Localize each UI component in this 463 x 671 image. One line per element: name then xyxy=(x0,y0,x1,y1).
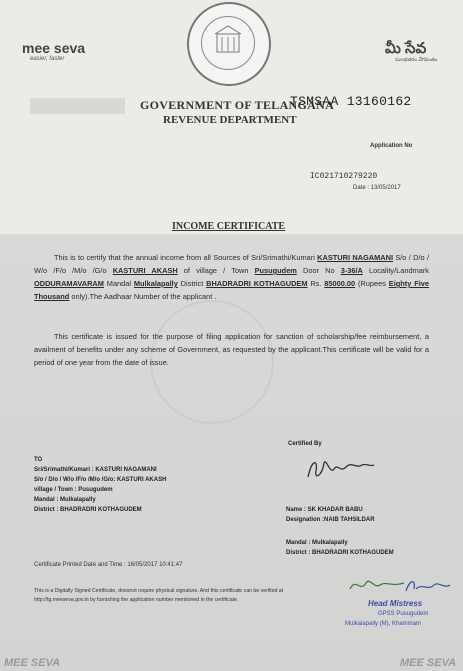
logo-right-text: మీ సేవ xyxy=(385,40,427,57)
issue-date: Date : 13/05/2017 xyxy=(353,185,401,191)
issuer-district: District : BHADRADRI KOTHAGUDEM xyxy=(286,550,394,556)
green-signature xyxy=(348,575,408,595)
blurred-patch xyxy=(30,98,125,114)
recipient-mandal: Mandal : Mulkalapally xyxy=(34,497,96,503)
p1-locality: ODDURAMAVARAM xyxy=(34,279,104,288)
logo-left-text: mee seva xyxy=(22,40,86,56)
p1-text-j: only).The Aadhaar Number of the applicant . xyxy=(69,292,217,301)
p1-name: KASTURI NAGAMANI xyxy=(317,253,393,262)
issuer-designation: Designation :NAIB TAHSILDAR xyxy=(286,517,375,523)
issuer-mandal: Mandal : Mulkalapally xyxy=(286,540,348,546)
recipient-block xyxy=(34,455,194,515)
stamp-school: GPSS Pusugudem xyxy=(378,611,429,617)
certificate-title: INCOME CERTIFICATE xyxy=(172,221,286,232)
p1-text-c: of village / Town xyxy=(177,266,255,275)
seal-building-icon xyxy=(189,4,269,84)
p1-village: Pusugudem xyxy=(254,266,297,275)
recipient-district: District : BHADRADRI KOTHAGUDEM xyxy=(34,507,142,513)
issuer-name-block xyxy=(286,505,375,525)
recipient-relation: S/o / D/o / W/o /F/o /M/o /G/o: KASTURI AKASH xyxy=(34,477,167,483)
serial-number: TSMSAA 13160162 xyxy=(290,94,412,109)
to-label: TO xyxy=(34,457,43,463)
head-mistress-stamp xyxy=(340,575,455,645)
application-no-label: Application No xyxy=(370,143,413,149)
p1-text-h: Rs. xyxy=(307,279,325,288)
application-number: IC021710279220 xyxy=(310,172,378,181)
certificate-paragraph-2: This certificate is issued for the purpose of filing application for sanction of scholarship/fee reimbursement, a availment of benefits under any scheme of Government, as requested by the applicant.This certificate will be valid for a period of one year from the date of issue. xyxy=(34,332,429,367)
issuer-name: Name : SK KHADAR BABU xyxy=(286,507,363,513)
p1-text-i: (Rupees xyxy=(355,279,389,288)
p1-amount: 85000.00 xyxy=(324,279,356,288)
p1-door: 3-36/A xyxy=(340,266,363,275)
mee-seva-logo xyxy=(22,40,92,65)
certificate-paragraph-1 xyxy=(34,251,429,303)
p1-district: BHADRADRI KOTHAGUDEM xyxy=(206,279,308,288)
p1-mandal: Mulkalapally xyxy=(133,279,178,288)
stamp-place: Mulkalapally (M), Khammam xyxy=(345,621,422,627)
bottom-left-logo: MEE SEVA xyxy=(4,657,61,669)
issuer-location-block xyxy=(286,538,394,558)
recipient-village: village / Town : Pusugudem xyxy=(34,487,113,493)
certified-by-label: Certified By xyxy=(288,441,322,447)
officer-signature xyxy=(304,455,376,483)
stamp-title: Head Mistress xyxy=(368,599,423,608)
p1-amount-words: Eighty Five Thousand xyxy=(34,279,429,301)
p1-text-d: Door No xyxy=(296,266,341,275)
verification-note-line2: http://tg.meeseva.gov.in by furnishing the application number mentioned in the certificate. xyxy=(34,597,239,603)
logo-right-tagline: సులభతరం వేగవంతం xyxy=(395,57,438,63)
state-emblem-seal xyxy=(187,2,271,86)
p1-text-e: Locality/Landmark xyxy=(362,266,429,275)
p1-text-g: District xyxy=(177,279,207,288)
recipient-name: Sri/Srimathi/Kumari : KASTURI NAGAMANI xyxy=(34,467,157,473)
p1-text-f: Mandal xyxy=(103,279,134,288)
p1-text-b: S/o / D/o / W/o /F/o /M/o /G/o xyxy=(34,253,430,275)
logo-left-tagline: easier, faster xyxy=(30,56,65,62)
mee-seva-telugu-logo xyxy=(385,40,445,64)
bottom-right-logo: MEE SEVA xyxy=(400,657,457,669)
p1-text-a: This is to certify that the annual income from all Sources of Sri/Srimathi/Kumari xyxy=(54,253,318,262)
p1-relative: KASTURI AKASH xyxy=(112,266,178,275)
department-heading: REVENUE DEPARTMENT xyxy=(163,114,297,126)
verification-note-line1: This is a Digitally Signed Certificate, doesnot require physical signature. And this certificate can be verified at xyxy=(34,588,284,594)
printed-datetime: Certificate Printed Date and Time : 16/05/2017 10:41:47 xyxy=(34,562,183,568)
verification-note xyxy=(34,587,364,605)
government-heading: GOVERNMENT OF TELANGANA xyxy=(140,98,335,112)
blue-signature xyxy=(402,575,452,597)
